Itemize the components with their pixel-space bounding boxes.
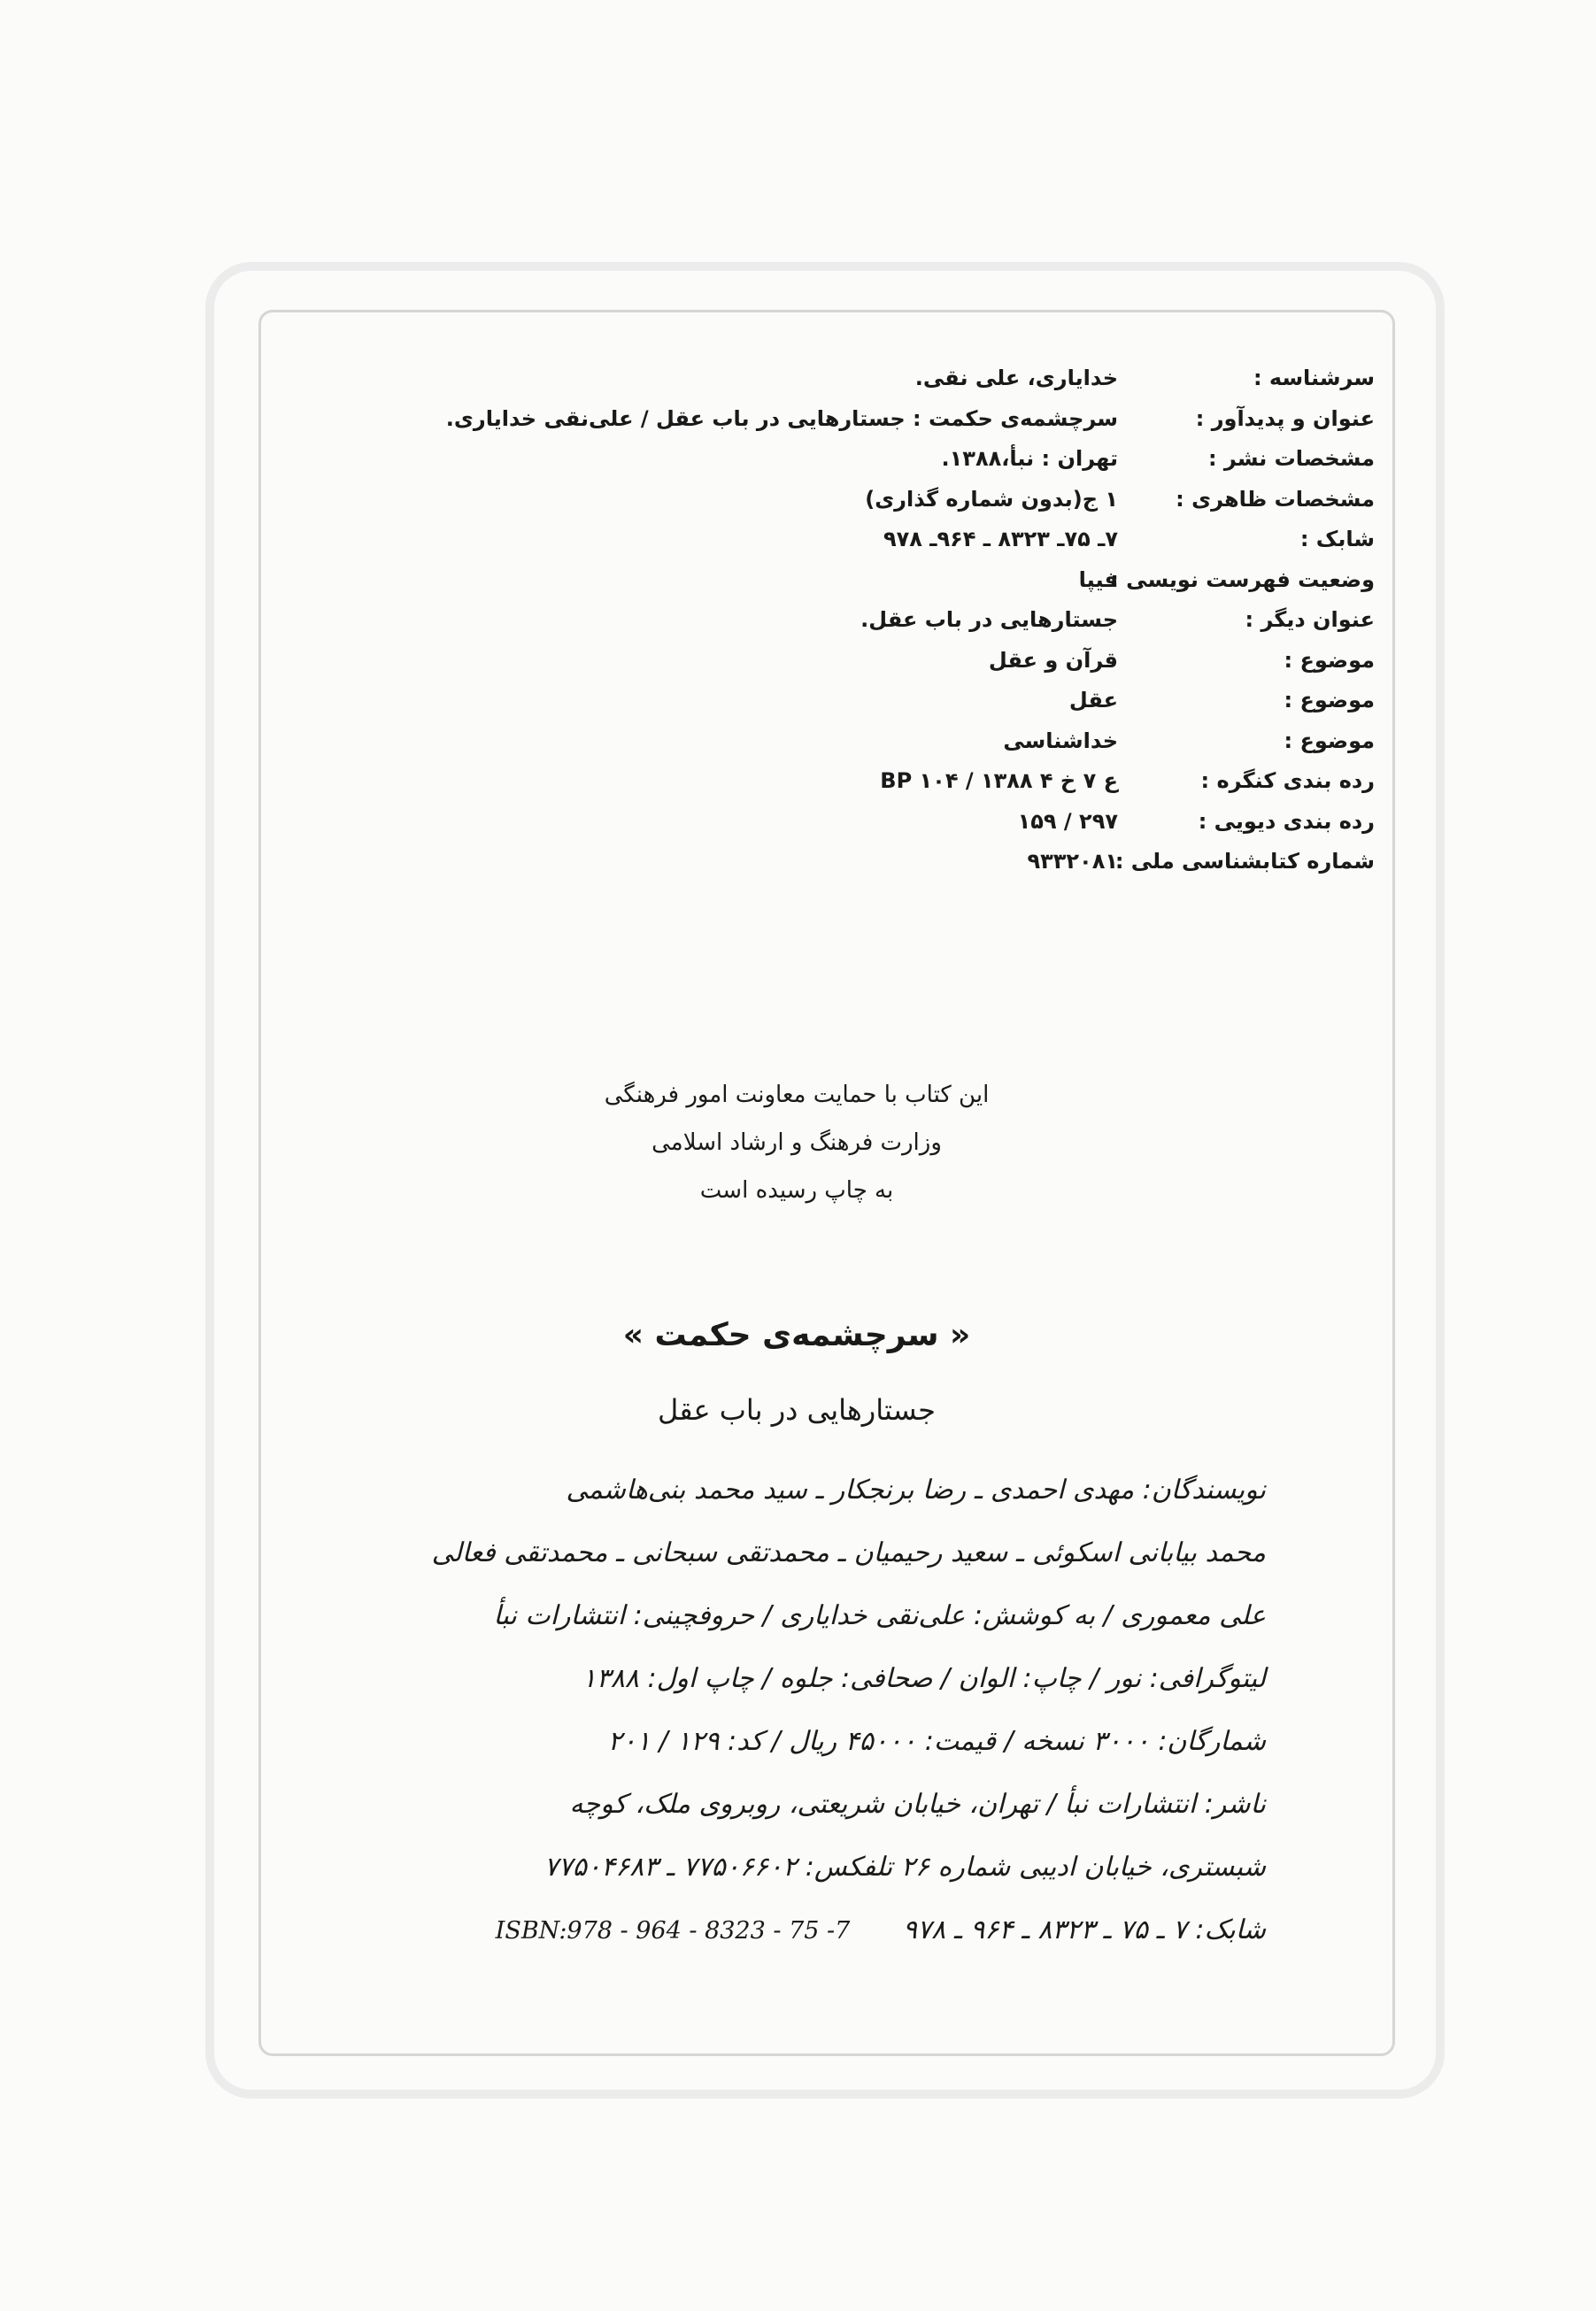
cip-value: جستارهایی در باب عقل. bbox=[860, 607, 1118, 632]
support-note-line: به چاپ رسیده است bbox=[699, 1177, 894, 1204]
colophon-line: لیتوگرافی: نور / چاپ: الوان / صحافی: جلوه / چاپ اول: ۱۳۸۸ bbox=[582, 1663, 1266, 1694]
cip-label: مشخصات ظاهری : bbox=[1176, 486, 1375, 512]
cip-value: قرآن و عقل bbox=[988, 647, 1118, 673]
cip-label: مشخصات نشر : bbox=[1207, 446, 1375, 471]
colophon-line: شبستری، خیابان ادیبی شماره ۲۶ تلفکس: ۷۷۵۰۶۶۰۲ ـ ۷۷۵۰۴۶۸۳ bbox=[544, 1852, 1266, 1883]
cip-label: سرشناسه : bbox=[1253, 366, 1375, 390]
cip-label: رده بندی دیویی : bbox=[1198, 808, 1375, 834]
cip-label: موضوع : bbox=[1284, 688, 1375, 713]
colophon-block bbox=[336, 1459, 1266, 1962]
cip-value: ۷ـ ۷۵ـ ۸۳۲۳ ـ ۹۶۴ـ ۹۷۸ bbox=[883, 527, 1118, 551]
isbn-persian: شابک: ۷ ـ ۷۵ ـ ۸۳۲۳ ـ ۹۶۴ ـ ۹۷۸ bbox=[902, 1914, 1266, 1945]
cataloging-in-publication-block bbox=[401, 358, 1375, 882]
cip-row bbox=[401, 761, 1375, 802]
cip-row bbox=[401, 399, 1375, 440]
isbn-line bbox=[336, 1899, 1266, 1962]
cip-label: عنوان و پدیدآور : bbox=[1195, 405, 1375, 431]
book-title: « سرچشمه‌ی حکمت » bbox=[622, 1317, 971, 1353]
support-note-line: این کتاب با حمایت معاونت امور فرهنگی bbox=[604, 1082, 990, 1108]
cip-value: فیپا bbox=[1078, 566, 1118, 592]
cip-value: سرچشمه‌ی حکمت : جستارهایی در باب عقل / علی‌نقی خدایاری. bbox=[445, 405, 1118, 431]
cip-row bbox=[401, 520, 1375, 560]
cip-row bbox=[401, 721, 1375, 762]
cip-label: موضوع : bbox=[1284, 728, 1375, 753]
cip-row bbox=[401, 802, 1375, 843]
colophon-line: علی معموری / به کوشش: علی‌نقی خدایاری / حروفچینی: انتشارات نبأ bbox=[493, 1600, 1266, 1631]
cip-value: ۲۹۷ / ۱۵۹ bbox=[1017, 808, 1118, 834]
cip-row bbox=[401, 641, 1375, 682]
cip-value: ۱ ج(بدون شماره گذاری) bbox=[865, 486, 1118, 512]
cip-label: وضعیت فهرست نویسی : bbox=[1110, 566, 1375, 592]
cip-label: عنوان دیگر : bbox=[1245, 607, 1375, 632]
cip-row bbox=[401, 358, 1375, 399]
cip-row bbox=[401, 439, 1375, 480]
colophon-line: محمد بیابانی اسکوئی ـ سعید رحیمیان ـ محمدتقی سبحانی ـ محمدتقی فعالی bbox=[431, 1537, 1266, 1568]
cip-label: رده بندی کنگره : bbox=[1200, 768, 1375, 793]
cip-row bbox=[401, 681, 1375, 721]
colophon-line: ناشر: انتشارات نبأ / تهران، خیابان شریعتی، روبروی ملک، کوچه bbox=[569, 1789, 1266, 1820]
cip-row bbox=[401, 842, 1375, 882]
cip-label: موضوع : bbox=[1284, 647, 1375, 673]
cip-label: شابک : bbox=[1299, 527, 1375, 551]
cip-row bbox=[401, 560, 1375, 601]
cip-value: خداشناسی bbox=[1003, 728, 1118, 753]
cip-value: ع ۷ خ ۴ ۱۳۸۸ / ۱۰۴ BP bbox=[880, 768, 1118, 793]
cip-label: شماره کتابشناسی ملی : bbox=[1114, 849, 1375, 874]
colophon-line: نویسندگان: مهدی احمدی ـ رضا برنجکار ـ سید محمد بنی‌هاشمی bbox=[566, 1475, 1266, 1506]
cip-value: عقل bbox=[1068, 688, 1118, 713]
cip-value: تهران : نبأ،۱۳۸۸. bbox=[941, 446, 1118, 471]
book-subtitle: جستارهایی در باب عقل bbox=[658, 1393, 936, 1427]
isbn-latin: ISBN:978 - 964 - 8323 - 75 -7 bbox=[495, 1917, 851, 1945]
cip-row bbox=[401, 600, 1375, 641]
publication-support-note bbox=[496, 1071, 1098, 1214]
support-note-line: وزارت فرهنگ و ارشاد اسلامی bbox=[652, 1129, 942, 1156]
cip-value: خدایاری، علی نقی. bbox=[914, 366, 1118, 390]
colophon-line: شمارگان: ۳۰۰۰ نسخه / قیمت: ۴۵۰۰۰ ریال / کد: ۱۲۹ / ۲۰۱ bbox=[607, 1726, 1266, 1757]
cip-row bbox=[401, 480, 1375, 520]
cip-value: ۹۳۳۲۰۸۱ bbox=[1027, 849, 1118, 874]
